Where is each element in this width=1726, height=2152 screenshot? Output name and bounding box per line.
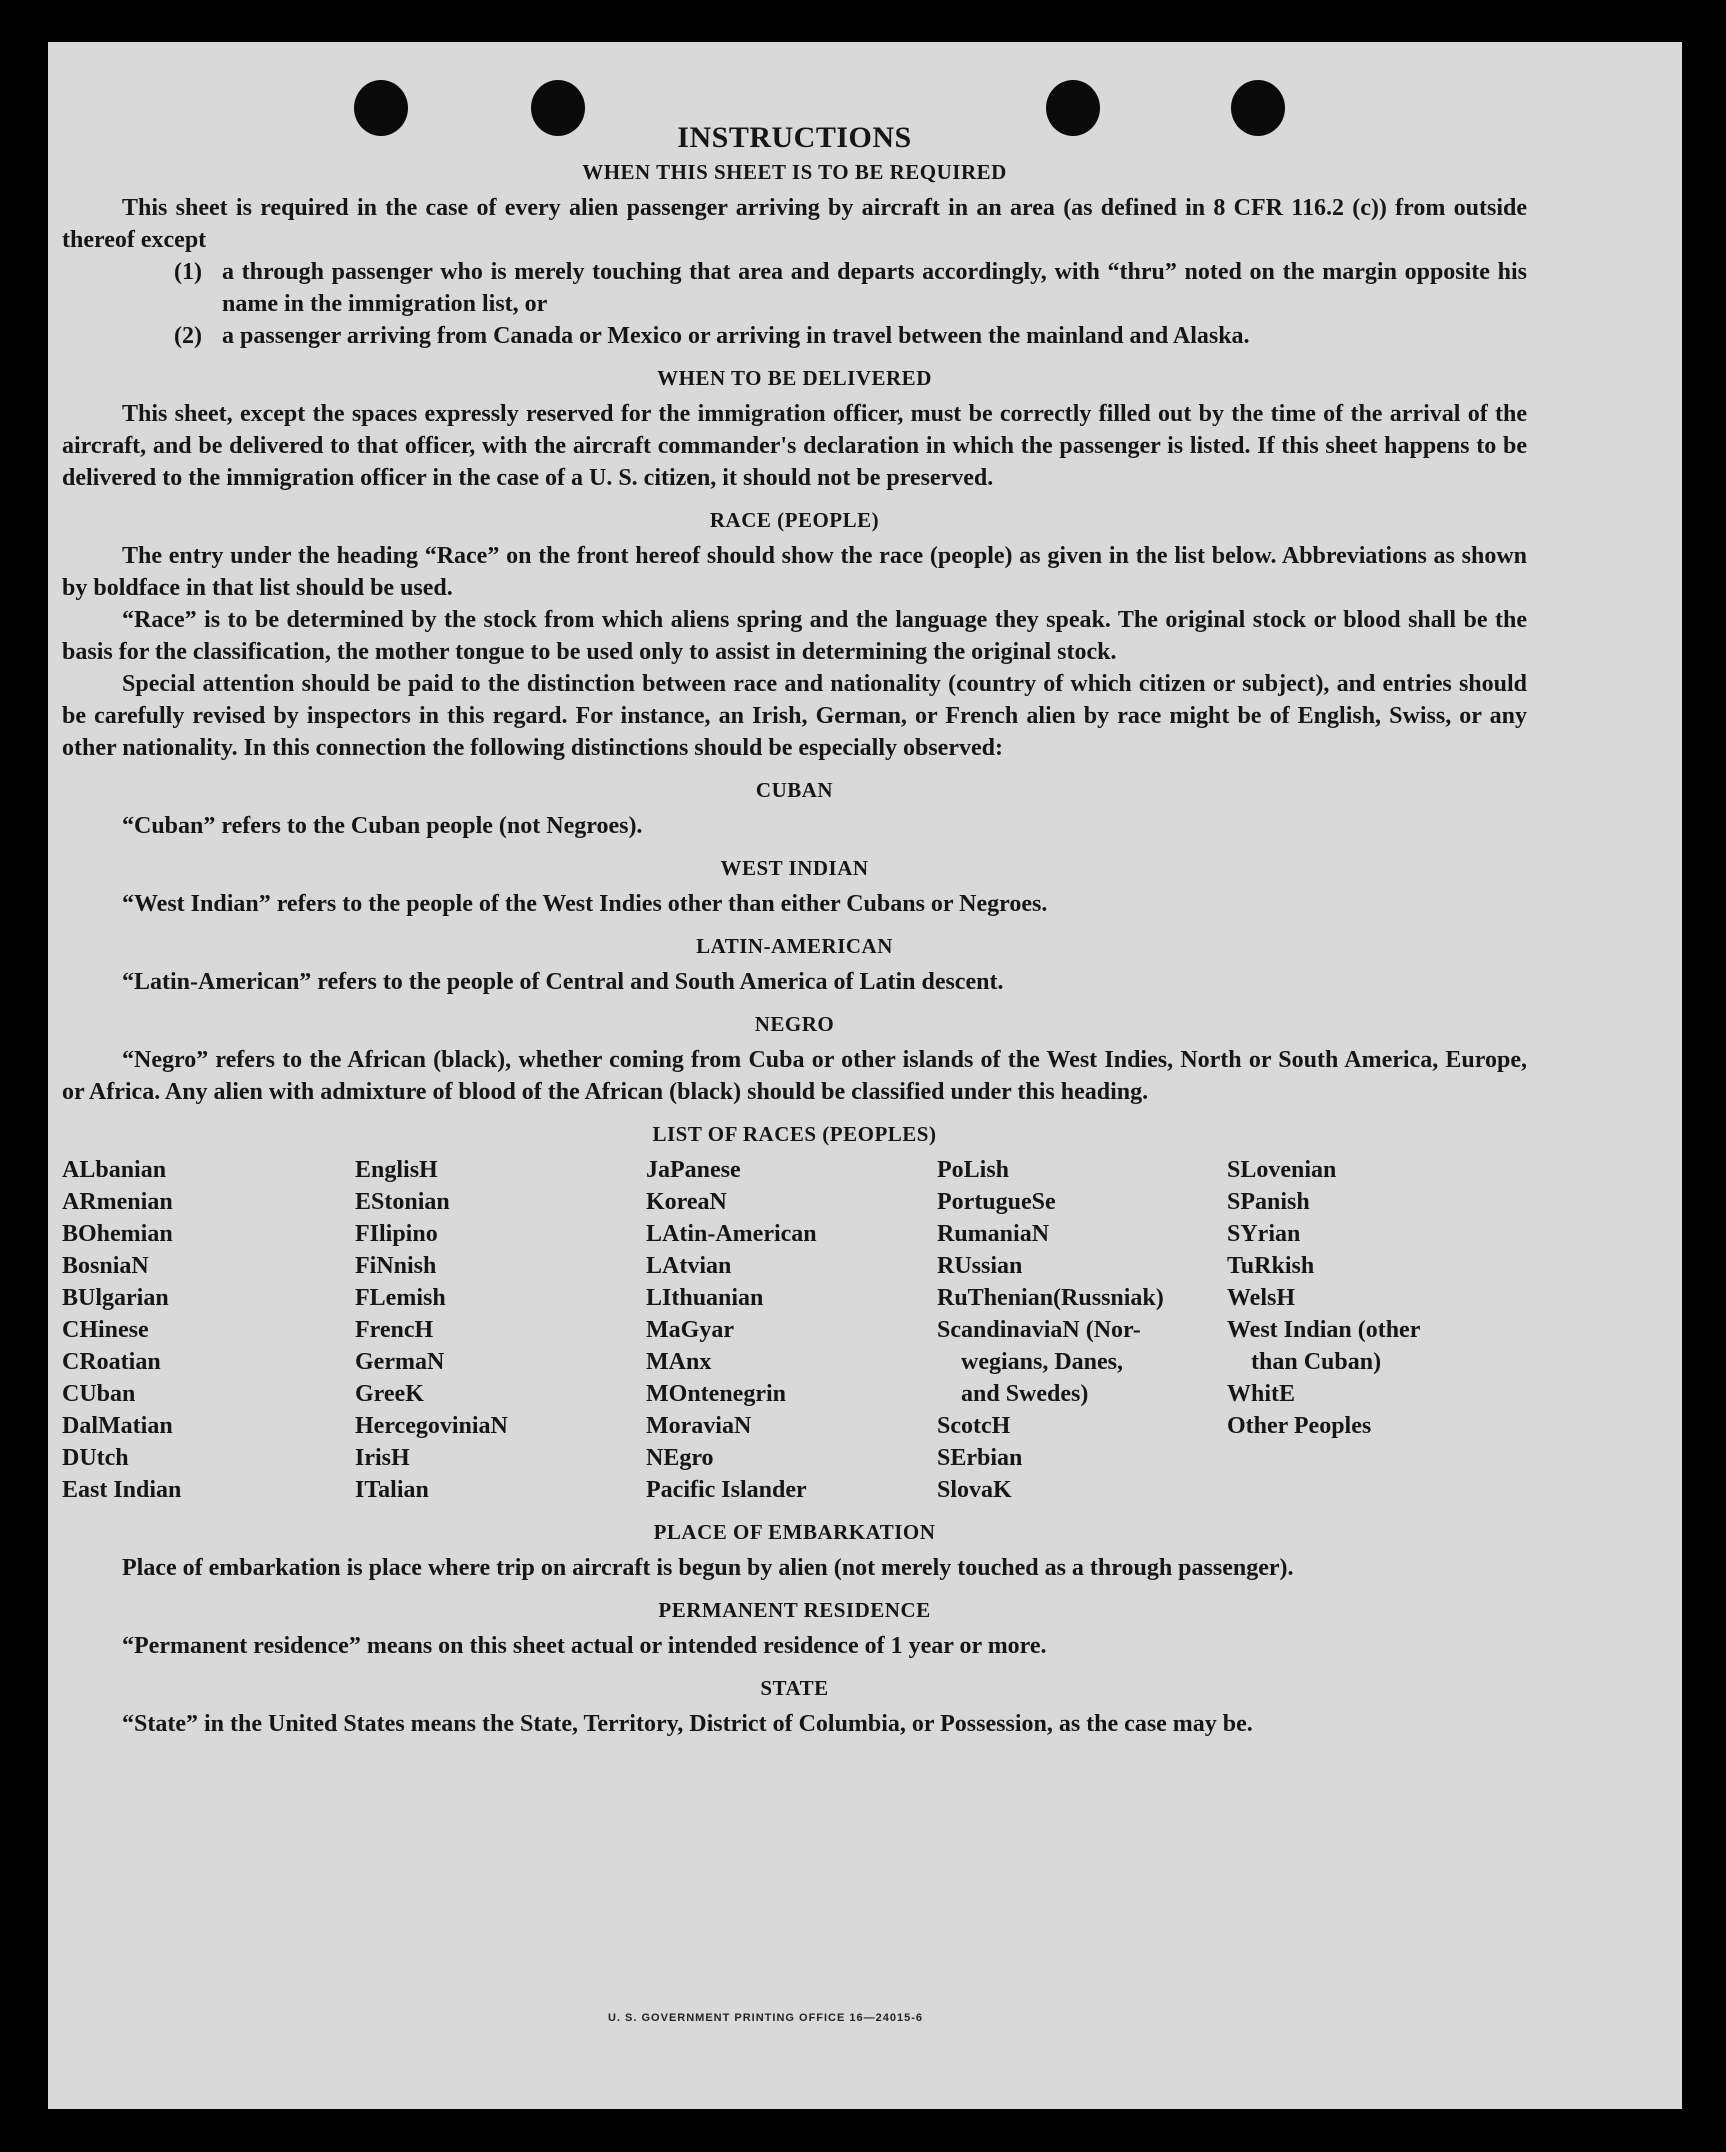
item-number: (2)	[174, 323, 202, 349]
race-entry: KoreaN	[646, 1189, 727, 1215]
race-entry: CHinese	[62, 1317, 149, 1343]
race-entry: ScandinaviaN (Nor-	[937, 1317, 1141, 1343]
heading-embarkation: PLACE OF EMBARKATION	[653, 1520, 936, 1544]
race-paragraph-3: Special attention should be paid to the distinction between race and nationality (country of which citizen or subject), and entries should be carefully revised by inspectors in this regard. For instance, an Irish, German, or French alien by race might be of English, Swiss, or any other nationality. In this connection the following distinctions should be especially observed:	[62, 671, 1527, 761]
race-entry: JaPanese	[646, 1157, 741, 1183]
race-entry: West Indian (other	[1227, 1317, 1421, 1343]
race-entry: MoraviaN	[646, 1413, 752, 1439]
race-entry: RUssian	[937, 1253, 1023, 1279]
race-entry: HercegoviniaN	[355, 1413, 508, 1439]
race-entry: RumaniaN	[937, 1221, 1050, 1247]
heading-race: RACE (PEOPLE)	[709, 508, 880, 532]
item-text: a passenger arriving from Canada or Mexico or arriving in travel between the mainland and Alaska.	[222, 323, 1250, 349]
embarkation-text: Place of embarkation is place where trip on aircraft is begun by alien (not merely touched as a through passenger).	[122, 1555, 1294, 1581]
document-sheet	[48, 42, 1682, 2109]
race-entry: IrisH	[355, 1445, 410, 1471]
race-entry: EnglisH	[355, 1157, 438, 1183]
race-column	[62, 1154, 355, 1506]
race-entry: GermaN	[355, 1349, 445, 1375]
west-indian-text: “West Indian” refers to the people of the West Indies other than either Cubans or Negroes.	[122, 891, 1048, 917]
race-entry: SLovenian	[1227, 1157, 1337, 1183]
cuban-text: “Cuban” refers to the Cuban people (not Negroes).	[122, 813, 643, 839]
race-entry: wegians, Danes,	[961, 1349, 1124, 1375]
race-column	[937, 1154, 1227, 1506]
heading-permanent-residence: PERMANENT RESIDENCE	[658, 1598, 931, 1622]
race-entry: WhitE	[1227, 1381, 1296, 1407]
heading-list-of-races: LIST OF RACES (PEOPLES)	[652, 1122, 937, 1146]
race-entry: TuRkish	[1227, 1253, 1315, 1279]
race-entry: ScotcH	[937, 1413, 1011, 1439]
heading-latin-american: LATIN-AMERICAN	[696, 934, 893, 958]
race-entry: Pacific Islander	[646, 1477, 807, 1503]
race-entry: GreeK	[355, 1381, 424, 1407]
race-column	[646, 1154, 937, 1506]
race-entry: and Swedes)	[961, 1381, 1089, 1407]
heading-when-required: WHEN THIS SHEET IS TO BE REQUIRED	[582, 160, 1007, 184]
race-entry: RuThenian(Russniak)	[937, 1285, 1164, 1311]
race-column	[1227, 1154, 1527, 1506]
race-entry: ITalian	[355, 1477, 429, 1503]
race-entry: FiNnish	[355, 1253, 437, 1279]
heading-state: STATE	[760, 1676, 829, 1700]
race-entry: MOntenegrin	[646, 1381, 786, 1407]
heading-negro: NEGRO	[754, 1012, 835, 1036]
race-entry: CUban	[62, 1381, 136, 1407]
item-text: a through passenger who is merely touching that area and departs accordingly, with “thru” noted on the margin opposite his name in the immigration list, or	[222, 259, 1527, 317]
race-entry: FLemish	[355, 1285, 446, 1311]
item-number: (1)	[174, 259, 202, 285]
instructions-body	[62, 122, 1527, 1740]
race-paragraph-1: The entry under the heading “Race” on the front hereof should show the race (people) as given in the list below. Abbreviations as shown by boldface in that list should be used.	[62, 543, 1527, 601]
race-list	[62, 1154, 1527, 1506]
when-delivered-text: This sheet, except the spaces expressly reserved for the immigration officer, must be correctly filled out by the time of the arrival of the aircraft, and be delivered to that officer, with the aircraft commander's declaration in which the passenger is listed. If this sheet happens to be delivered to the immigration officer in the case of a U. S. citizen, it should not be preserved.	[62, 401, 1527, 491]
heading-west-indian: WEST INDIAN	[720, 856, 869, 880]
exception-item	[174, 320, 1527, 352]
printing-office-footer: U. S. GOVERNMENT PRINTING OFFICE 16—24015-6	[608, 2012, 924, 2024]
race-entry: ALbanian	[62, 1157, 167, 1183]
race-entry: DUtch	[62, 1445, 129, 1471]
race-entry: WelsH	[1227, 1285, 1296, 1311]
race-entry: BUlgarian	[62, 1285, 169, 1311]
race-entry: FIlipino	[355, 1221, 438, 1247]
race-entry: LAtin-American	[646, 1221, 817, 1247]
race-entry: EStonian	[355, 1189, 450, 1215]
race-entry: Other Peoples	[1227, 1413, 1372, 1439]
exception-list	[62, 256, 1527, 352]
race-entry: PortugueSe	[937, 1189, 1056, 1215]
race-entry: CRoatian	[62, 1349, 161, 1375]
race-entry: than Cuban)	[1251, 1349, 1382, 1375]
race-entry: BosniaN	[62, 1253, 149, 1279]
race-paragraph-2: “Race” is to be determined by the stock from which aliens spring and the language they speak. The original stock or blood shall be the basis for the classification, the mother tongue to be used only to assist in determining the original stock.	[62, 607, 1527, 665]
race-entry: MaGyar	[646, 1317, 734, 1343]
race-entry: MAnx	[646, 1349, 712, 1375]
race-entry: ARmenian	[62, 1189, 173, 1215]
exception-item	[174, 256, 1527, 320]
race-entry: SErbian	[937, 1445, 1023, 1471]
race-entry: DalMatian	[62, 1413, 173, 1439]
race-entry: LAtvian	[646, 1253, 732, 1279]
race-entry: BOhemian	[62, 1221, 173, 1247]
race-entry: FrencH	[355, 1317, 434, 1343]
race-entry: PoLish	[937, 1157, 1010, 1183]
state-text: “State” in the United States means the State, Territory, District of Columbia, or Possession, as the case may be.	[122, 1711, 1253, 1737]
latin-american-text: “Latin-American” refers to the people of Central and South America of Latin descent.	[122, 969, 1004, 995]
race-column	[355, 1154, 646, 1506]
race-entry: SYrian	[1227, 1221, 1301, 1247]
race-entry: NEgro	[646, 1445, 714, 1471]
residence-text: “Permanent residence” means on this sheet actual or intended residence of 1 year or more.	[122, 1633, 1047, 1659]
race-entry: East Indian	[62, 1477, 182, 1503]
race-entry: SlovaK	[937, 1477, 1012, 1503]
negro-text: “Negro” refers to the African (black), whether coming from Cuba or other islands of the West Indies, North or South America, Europe, or Africa. Any alien with admixture of blood of the African (black) should be classified under this heading.	[62, 1047, 1527, 1105]
race-entry: LIthuanian	[646, 1285, 764, 1311]
race-entry: SPanish	[1227, 1189, 1310, 1215]
heading-cuban: CUBAN	[755, 778, 834, 802]
when-required-intro: This sheet is required in the case of every alien passenger arriving by aircraft in an area (as defined in 8 CFR 116.2 (c)) from outside thereof except	[62, 195, 1527, 253]
page-title: INSTRUCTIONS	[677, 121, 912, 154]
heading-when-delivered: WHEN TO BE DELIVERED	[657, 366, 932, 390]
